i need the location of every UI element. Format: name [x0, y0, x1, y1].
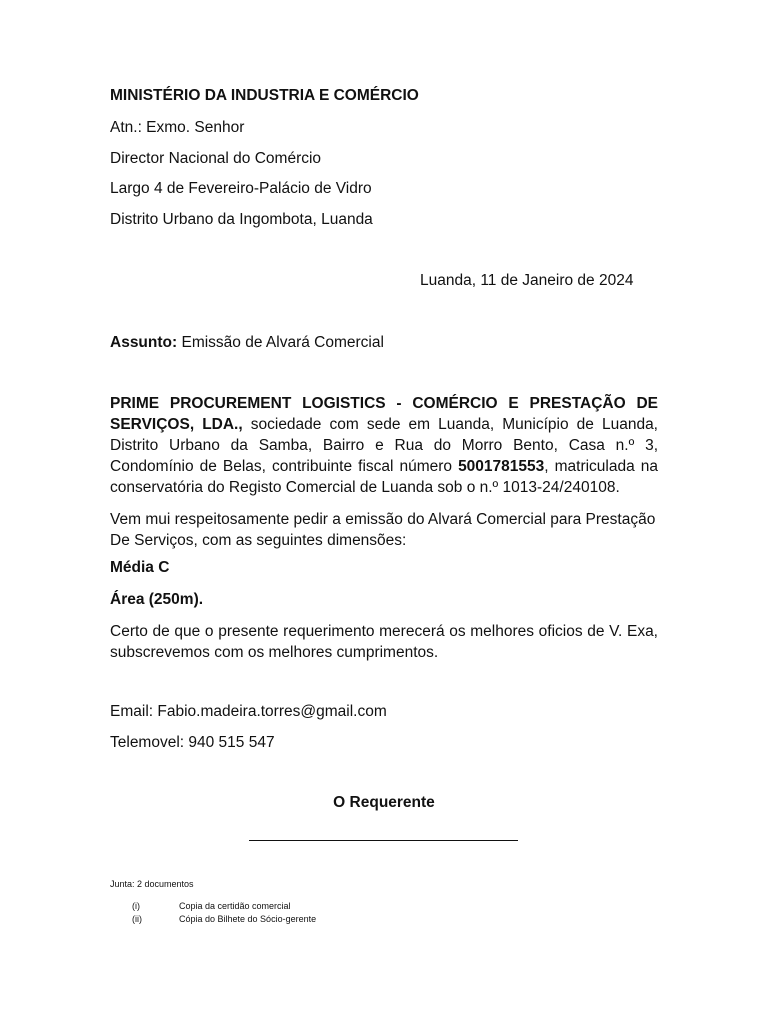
tax-number: 5001781553	[458, 458, 545, 475]
attachment-item-1-text: Copia da certidão comercial	[179, 901, 291, 911]
request-paragraph: Vem mui respeitosamente pedir a emissão do Alvará Comercial para Prestação De Serviços, com as seguintes dimensões:	[110, 511, 656, 549]
subject-text: Emissão de Alvará Comercial	[181, 334, 384, 351]
attachment-item-2-text: Cópia do Bilhete do Sócio-gerente	[179, 914, 317, 924]
date-place: Luanda, 11 de Janeiro de 2024	[420, 272, 634, 289]
contact-email: Email: Fabio.madeira.torres@gmail.com	[110, 703, 387, 720]
company-name: PRIME PROCUREMENT LOGISTICS - COMÉRCIO E PRESTAÇÃO DE SERVIÇOS, LDA.,	[110, 395, 658, 433]
recipient-address-line-1: Largo 4 de Fevereiro-Palácio de Vidro	[110, 180, 372, 197]
signature-line	[249, 840, 518, 841]
subject-line	[110, 334, 384, 352]
recipient-title: Director Nacional do Comércio	[110, 150, 322, 167]
attachment-item-1-number: (i)	[132, 901, 140, 911]
area-value: Área (250m).	[110, 591, 204, 608]
size-category: Média C	[110, 559, 170, 576]
company-paragraph	[110, 393, 658, 498]
contact-phone: Telemovel: 940 515 547	[110, 734, 275, 751]
ministry-heading: MINISTÉRIO DA INDUSTRIA E COMÉRCIO	[110, 87, 419, 104]
attachments-title: Junta: 2 documentos	[110, 879, 194, 889]
attention-line: Atn.: Exmo. Senhor	[110, 119, 245, 136]
recipient-address-line-2: Distrito Urbano da Ingombota, Luanda	[110, 211, 373, 228]
company-intro: sociedade com sede em Luanda, Município de Luanda, Distrito Urbano da Samba, Bairro e Rua do Morro Bento, Casa n.º 3, Condomínio de Belas, contribuinte fiscal número	[110, 416, 658, 475]
subject-label: Assunto:	[110, 334, 178, 351]
attachment-item-2-number: (ii)	[132, 914, 142, 924]
registry-text: , matriculada na conservatória do Registo Comercial de Luanda sob o n.º 1013-24/240108.	[110, 458, 658, 496]
signature-label: O Requerente	[333, 794, 435, 811]
closing-paragraph: Certo de que o presente requerimento merecerá os melhores oficios de V. Exa, subscrevemos com os melhores cumprimentos.	[110, 623, 658, 661]
